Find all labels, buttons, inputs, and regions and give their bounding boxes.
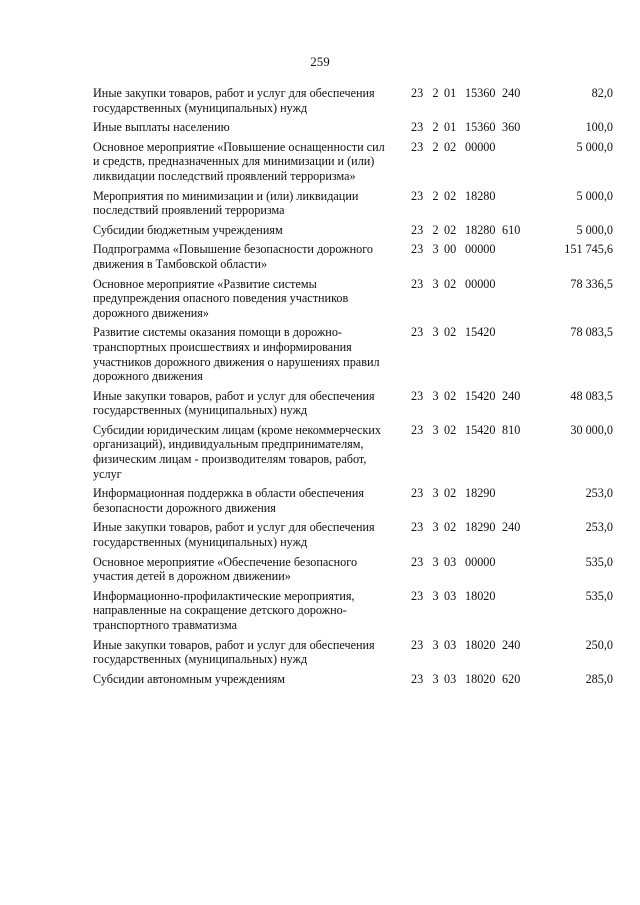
measure-code: 02 (444, 188, 457, 203)
subprogram-code: 2 (432, 222, 439, 237)
program-code: 23 (411, 422, 424, 437)
table-row (93, 140, 613, 184)
measure-code: 02 (444, 222, 457, 237)
row-code (411, 242, 499, 257)
row-code (411, 325, 499, 340)
subprogram-code: 3 (432, 637, 439, 652)
row-amount: 82,0 (591, 86, 613, 100)
measure-code: 02 (444, 325, 457, 340)
row-name: Основное мероприятие «Повышение оснащенности сил и средств, предназначенных для минимизации и (или) ликвидации последствий проявлений терроризма» (93, 139, 385, 183)
table-row (93, 189, 613, 218)
row-code (411, 277, 499, 292)
expense-type-code: 240 (502, 637, 521, 652)
measure-code: 02 (444, 388, 457, 403)
program-code: 23 (411, 276, 424, 291)
measure-code: 03 (444, 588, 457, 603)
row-name: Информационно-профилактические мероприятия, направленные на сокращение детского дорожно-транспортного травматизма (93, 588, 355, 632)
row-amount: 5 000,0 (576, 139, 613, 154)
row-amount: 535,0 (585, 588, 613, 603)
row-code (411, 140, 499, 155)
program-code: 23 (411, 222, 424, 237)
row-code (411, 189, 499, 204)
table-row (93, 672, 613, 687)
row-code (411, 520, 499, 535)
program-code: 23 (411, 120, 424, 135)
row-amount: 253,0 (585, 486, 613, 501)
subprogram-code: 3 (432, 554, 439, 569)
row-name: Субсидии автономным учреждениям (93, 671, 285, 686)
table-row (93, 638, 613, 667)
table-row (93, 120, 613, 135)
row-name: Информационная поддержка в области обеспечения безопасности дорожного движения (93, 486, 364, 515)
table-row (93, 325, 613, 383)
measure-code: 00 (444, 242, 457, 257)
direction-code: 00000 (465, 139, 496, 154)
table-row (93, 277, 613, 321)
row-amount: 30 000,0 (570, 422, 613, 437)
table-row (93, 86, 613, 115)
row-name: Субсидии бюджетным учреждениям (93, 222, 283, 237)
row-code (411, 638, 499, 653)
measure-code: 02 (444, 486, 457, 501)
page-number: 259 (310, 54, 330, 69)
row-code (411, 389, 499, 404)
measure-code: 01 (444, 86, 457, 100)
table-row (93, 589, 613, 633)
direction-code: 00000 (465, 276, 496, 291)
row-amount: 5 000,0 (576, 222, 613, 237)
measure-code: 02 (444, 422, 457, 437)
direction-code: 18290 (465, 520, 496, 535)
table-row (93, 389, 613, 418)
row-code (411, 120, 499, 135)
row-name: Основное мероприятие «Развитие системы предупреждения опасного поведения участников дорожного движения» (93, 276, 349, 320)
direction-code: 00000 (465, 554, 496, 569)
program-code: 23 (411, 242, 424, 257)
direction-code: 18020 (465, 637, 496, 652)
direction-code: 18280 (465, 188, 496, 203)
measure-code: 03 (444, 637, 457, 652)
table-row (93, 423, 613, 481)
expense-type-code: 240 (502, 388, 521, 403)
row-amount: 250,0 (585, 637, 613, 652)
row-amount: 285,0 (585, 671, 613, 686)
direction-code: 15360 (465, 86, 496, 100)
subprogram-code: 3 (432, 588, 439, 603)
measure-code: 02 (444, 520, 457, 535)
direction-code: 15360 (465, 120, 496, 135)
row-name: Иные закупки товаров, работ и услуг для обеспечения государственных (муниципальных) нужд (93, 388, 375, 418)
expense-type-code: 620 (502, 671, 521, 686)
measure-code: 02 (444, 139, 457, 154)
subprogram-code: 2 (432, 86, 439, 100)
row-code (411, 423, 499, 438)
row-code (411, 86, 499, 101)
row-name: Иные закупки товаров, работ и услуг для обеспечения государственных (муниципальных) нужд (93, 86, 375, 115)
program-code: 23 (411, 588, 424, 603)
row-amount: 151 745,6 (564, 242, 613, 257)
row-name: Основное мероприятие «Обеспечение безопасного участия детей в дорожном движении» (93, 554, 358, 584)
measure-code: 01 (444, 120, 457, 135)
row-code (411, 223, 499, 238)
subprogram-code: 3 (432, 276, 439, 291)
row-amount: 100,0 (585, 120, 613, 135)
program-code: 23 (411, 671, 424, 686)
row-code (411, 589, 499, 604)
table-row (93, 486, 613, 515)
subprogram-code: 3 (432, 388, 439, 403)
direction-code: 15420 (465, 388, 496, 403)
subprogram-code: 2 (432, 120, 439, 135)
program-code: 23 (411, 520, 424, 535)
row-amount: 78 336,5 (570, 276, 613, 291)
subprogram-code: 3 (432, 422, 439, 437)
table-row (93, 242, 613, 271)
row-amount: 5 000,0 (576, 188, 613, 203)
program-code: 23 (411, 388, 424, 403)
program-code: 23 (411, 139, 424, 154)
budget-table (93, 86, 613, 691)
row-name: Иные закупки товаров, работ и услуг для обеспечения государственных (муниципальных) нужд (93, 520, 375, 550)
measure-code: 03 (444, 554, 457, 569)
expense-type-code: 240 (502, 86, 521, 100)
direction-code: 18290 (465, 486, 496, 501)
direction-code: 18020 (465, 588, 496, 603)
program-code: 23 (411, 86, 424, 100)
row-amount: 253,0 (585, 520, 613, 535)
table-row (93, 223, 613, 238)
expense-type-code: 810 (502, 422, 521, 437)
subprogram-code: 2 (432, 188, 439, 203)
measure-code: 02 (444, 276, 457, 291)
row-code (411, 486, 499, 501)
row-name: Субсидии юридическим лицам (кроме некоммерческих организаций), индивидуальным предпринимателям, физическим лицам - производителям товаров, работ, услуг (93, 422, 381, 481)
row-amount: 535,0 (585, 554, 613, 569)
direction-code: 15420 (465, 422, 496, 437)
row-name: Мероприятия по минимизации и (или) ликвидации последствий проявлений терроризма (93, 188, 359, 218)
row-code (411, 555, 499, 570)
subprogram-code: 3 (432, 520, 439, 535)
expense-type-code: 610 (502, 222, 521, 237)
row-code (411, 672, 499, 687)
direction-code: 18280 (465, 222, 496, 237)
direction-code: 18020 (465, 671, 496, 686)
subprogram-code: 2 (432, 139, 439, 154)
row-name: Иные выплаты населению (93, 120, 230, 135)
program-code: 23 (411, 325, 424, 340)
row-name: Иные закупки товаров, работ и услуг для обеспечения государственных (муниципальных) нужд (93, 637, 375, 667)
expense-type-code: 360 (502, 120, 521, 135)
subprogram-code: 3 (432, 325, 439, 340)
direction-code: 15420 (465, 325, 496, 340)
row-amount: 48 083,5 (570, 388, 613, 403)
table-row (93, 520, 613, 549)
table-row (93, 555, 613, 584)
row-name: Развитие системы оказания помощи в дорожно-транспортных происшествиях и информирования участников дорожного движения о нарушениях правил дорожного движения (93, 325, 380, 384)
subprogram-code: 3 (432, 671, 439, 686)
row-name: Подпрограмма «Повышение безопасности дорожного движения в Тамбовской области» (93, 242, 373, 271)
program-code: 23 (411, 637, 424, 652)
measure-code: 03 (444, 671, 457, 686)
row-amount: 78 083,5 (570, 325, 613, 340)
program-code: 23 (411, 188, 424, 203)
subprogram-code: 3 (432, 242, 439, 257)
program-code: 23 (411, 554, 424, 569)
subprogram-code: 3 (432, 486, 439, 501)
expense-type-code: 240 (502, 520, 521, 535)
program-code: 23 (411, 486, 424, 501)
direction-code: 00000 (465, 242, 496, 257)
